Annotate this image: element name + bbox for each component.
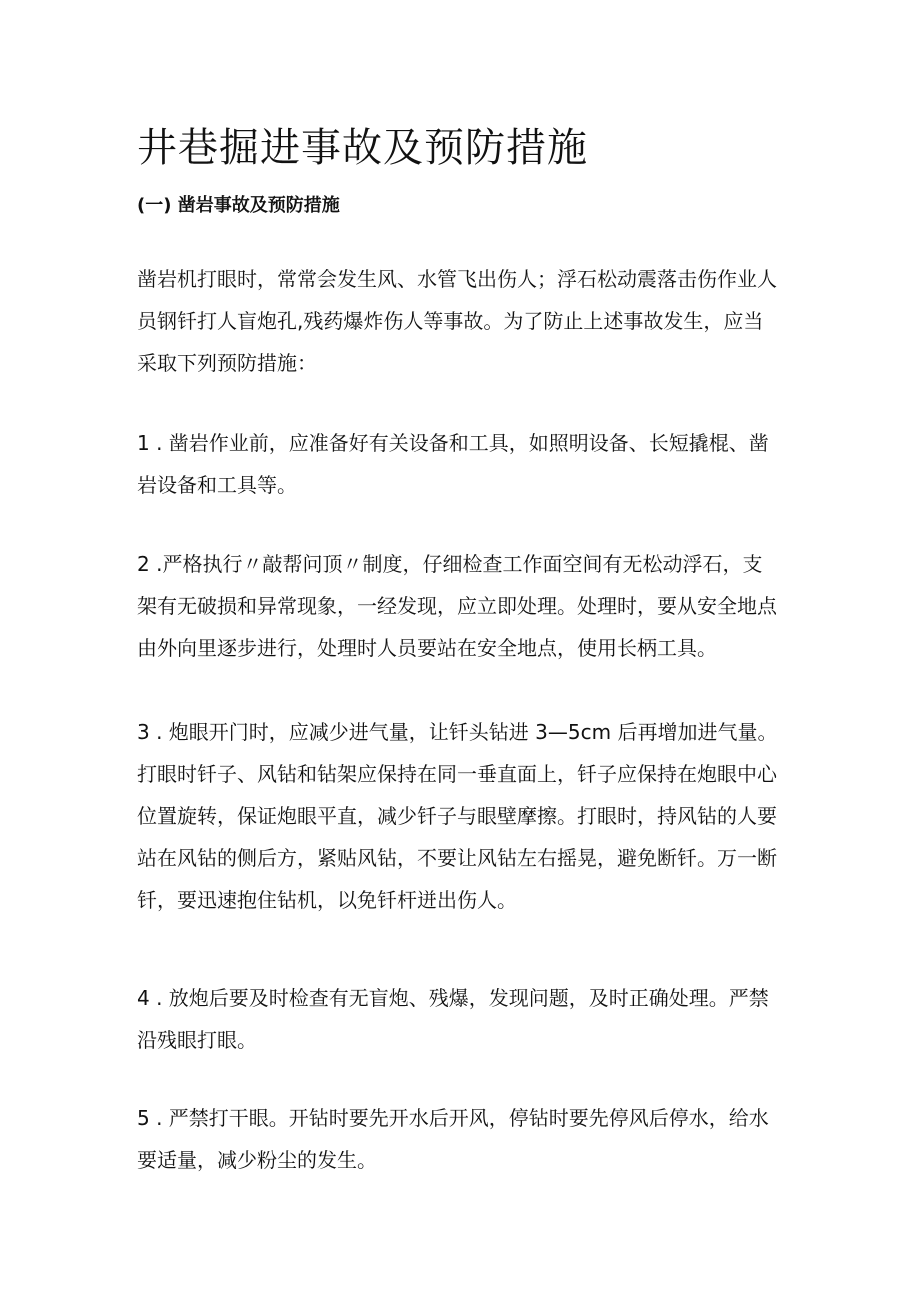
measure-item-4 xyxy=(137,977,787,1061)
measure-item-2 xyxy=(137,543,787,669)
document-page xyxy=(137,0,787,1301)
text-line: 由外向里逐步进行，处理时人员要站在安全地点，使用长柄工具。 xyxy=(137,636,717,660)
text-line: 1 . 凿岩作业前，应准备好有关设备和工具，如照明设备、长短撬棍、凿 xyxy=(137,431,769,455)
text-line: 位置旋转，保证炮眼平直，减少钎子与眼壁摩擦。打眼时，持风钻的人要 xyxy=(137,804,777,828)
text-line: 岩设备和工具等。 xyxy=(137,473,297,497)
section-heading: (一) 凿岩事故及预防措施 xyxy=(137,195,340,216)
measure-item-1 xyxy=(137,422,787,506)
text-line: 3 . 炮眼开门时，应减少进气量，让钎头钻进 3—5cm 后再增加进气量。 xyxy=(137,720,778,744)
measure-item-5 xyxy=(137,1097,787,1181)
text-line: 5 . 严禁打干眼。开钻时要先开水后开风，停钻时要先停风后停水，给水 xyxy=(137,1106,769,1130)
measure-item-3 xyxy=(137,711,787,921)
text-line: 采取下列预防措施： xyxy=(137,351,317,375)
text-line: 4 . 放炮后要及时检查有无盲炮、残爆，发现问题，及时正确处理。严禁 xyxy=(137,986,769,1010)
text-line: 站在风钻的侧后方，紧贴风钻，不要让风钻左右摇晃，避免断钎。万一断 xyxy=(137,846,777,870)
text-line: 沿残眼打眼。 xyxy=(137,1028,257,1052)
text-line: 要适量，减少粉尘的发生。 xyxy=(137,1148,377,1172)
text-line: 打眼时钎子、风钻和钻架应保持在同一垂直面上，钎子应保持在炮眼中心 xyxy=(137,762,777,786)
text-line: 架有无破损和异常现象，一经发现，应立即处理。处理时，要从安全地点 xyxy=(137,594,777,618)
text-line: 凿岩机打眼时，常常会发生风、水管飞出伤人；浮石松动震落击伤作业人 xyxy=(137,267,777,291)
text-line: 钎，要迅速抱住钻机，以免钎杆迸出伤人。 xyxy=(137,888,517,912)
text-line: 员钢钎打人盲炮孔,残药爆炸伤人等事故。为了防止上述事故发生，应当 xyxy=(137,309,764,333)
intro-paragraph xyxy=(137,258,787,384)
page-title: 井巷掘进事故及预防措施 xyxy=(137,125,588,171)
text-line: 2 .严格执行〃敲帮问顶〃制度，仔细检查工作面空间有无松动浮石，支 xyxy=(137,552,763,576)
